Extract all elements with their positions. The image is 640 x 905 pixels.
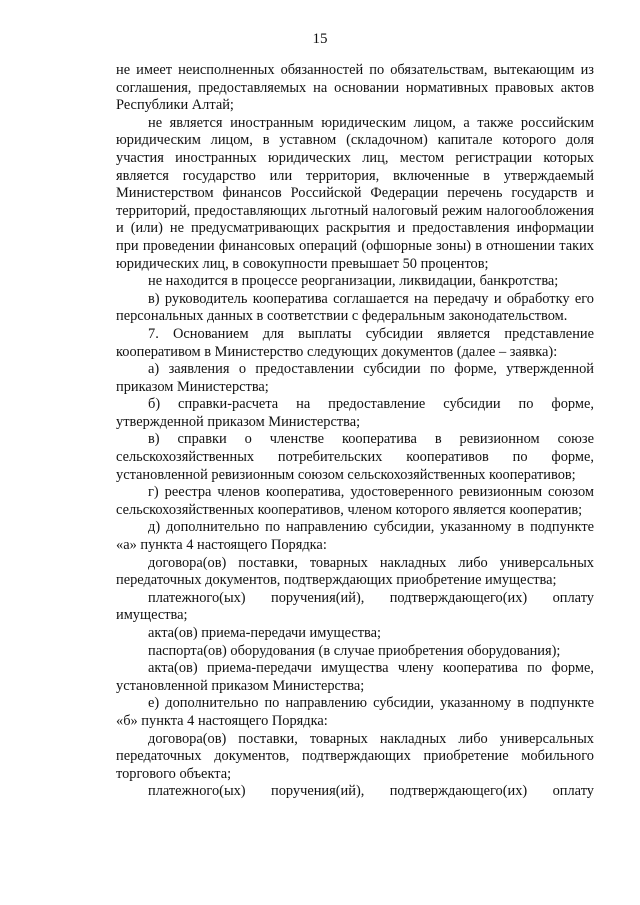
paragraph: не имеет неисполненных обязанностей по обязательствам, вытекающим из соглашения, предоставляемых на основании нормативных правовых актов Республики Алтай; — [116, 62, 594, 114]
paragraph: г) реестра членов кооператива, удостоверенного ревизионным союзом сельскохозяйственных кооперативов, членом которого является кооператив; — [116, 484, 594, 518]
paragraph: акта(ов) приема-передачи имущества члену кооператива по форме, установленной приказом Министерства; — [116, 660, 594, 694]
paragraph: не является иностранным юридическим лицом, а также российским юридическим лицом, в уставном (складочном) капитале которого доля участия иностранных юридических лиц, местом регистрации которых является государство или территория, включенные в утверждаемый Министерством финансов Российской Федерации перечень государств и территорий, предоставляющих льготный налоговый режим налогообложения и (или) не предусматривающих раскрытия и предоставления информации при проведении финансовых операций (офшорные зоны) в отношении таких юридических лиц, в совокупности превышает 50 процентов; — [116, 114, 594, 272]
paragraph: паспорта(ов) оборудования (в случае приобретения оборудования); — [148, 642, 561, 659]
paragraph: а) заявления о предоставлении субсидии по форме, утвержденной приказом Министерства; — [116, 361, 594, 395]
paragraph: в) справки о членстве кооператива в ревизионном союзе сельскохозяйственных потребительских кооперативов по форме, установленной ревизионным союзом сельскохозяйственных кооперативов; — [116, 431, 594, 483]
paragraph: платежного(ых) поручения(ий), подтверждающего(их) оплату — [148, 783, 594, 800]
paragraph: акта(ов) приема-передачи имущества; — [148, 625, 382, 641]
paragraph: е) дополнительно по направлению субсидии, указанному в подпункте «б» пункта 4 настоящего Порядка: — [116, 695, 594, 729]
document-body — [116, 62, 594, 801]
paragraph: платежного(ых) поручения(ий), подтверждающего(их) оплату имущества; — [116, 589, 594, 624]
paragraph: договора(ов) поставки, товарных накладных либо универсальных передаточных документов, подтверждающих приобретение мобильного торгового объекта; — [116, 730, 594, 782]
page-number: 15 — [312, 31, 328, 47]
paragraph: договора(ов) поставки, товарных накладных либо универсальных передаточных документов, подтверждающих приобретение имущества; — [116, 554, 594, 589]
paragraph: 7. Основанием для выплаты субсидии является представление кооперативом в Министерство следующих документов (далее – заявка): — [116, 325, 594, 360]
paragraph: д) дополнительно по направлению субсидии, указанному в подпункте «а» пункта 4 настоящего Порядка: — [116, 519, 594, 554]
paragraph: не находится в процессе реорганизации, ликвидации, банкротства; — [148, 273, 559, 290]
paragraph: б) справки-расчета на предоставление субсидии по форме, утвержденной приказом Министерства; — [116, 396, 594, 430]
paragraph: в) руководитель кооператива соглашается на передачу и обработку его персональных данных в соответствии с федеральным законодательством. — [116, 290, 594, 325]
